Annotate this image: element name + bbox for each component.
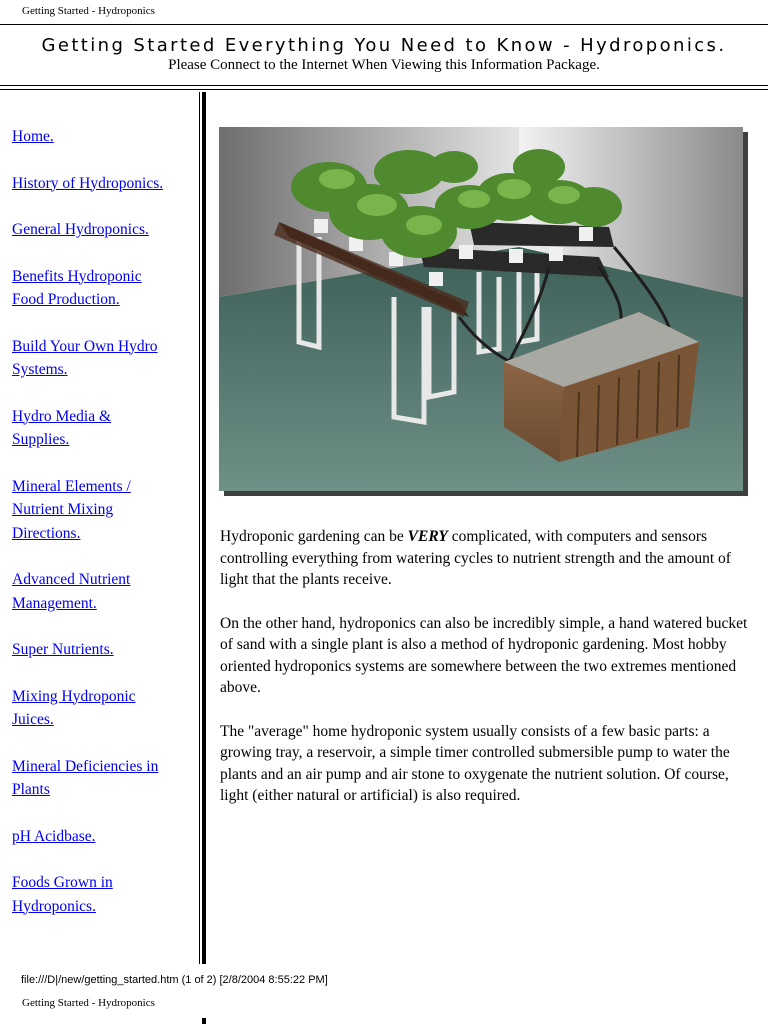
sidebar-link[interactable]: Build Your Own Hydro Systems. (12, 337, 158, 378)
main-content (220, 526, 755, 829)
header-divider (0, 89, 768, 90)
hydroponic-system-illustration (219, 127, 743, 491)
average-system-paragraph: The "average" home hydroponic system usually consists of a few basic parts: a growing tray, a reservoir, a simple timer controlled submersible pump to water the plants and an air pump and air stone to oxygenate the nutrient solution. Of course, light (either natural or artificial) is also required. (220, 722, 730, 804)
simple-systems-paragraph: On the other hand, hydroponics can also be incredibly simple, a hand watered bucket of sand with a single plant is also a method of hydroponic gardening. Most hobby oriented hydroponics systems are somewhere between the two extremes mentioned above. (220, 614, 748, 696)
page-subtitle: Please Connect to the Internet When Viewing this Information Package. (168, 57, 600, 73)
column-divider-next-page (202, 1018, 206, 1024)
intro-paragraph: Hydroponic gardening can be VERY complicated, with computers and sensors controlling everything from watering cycles to nutrient strength and the amount of light that the plants receive. (220, 528, 731, 588)
emphasis-very: VERY (407, 528, 448, 545)
sidebar-link[interactable]: Foods Grown in Hydroponics. (12, 874, 113, 915)
sidebar-link[interactable]: Home. (12, 128, 54, 145)
sidebar-link[interactable]: History of Hydroponics. (12, 174, 164, 192)
next-page-running-header: Getting Started - Hydroponics (22, 997, 155, 1009)
page-header (0, 24, 768, 86)
sidebar-link[interactable]: Hydro Media & Supplies. (12, 407, 112, 448)
footer-file-path: file:///D|/new/getting_started.htm (1 of 2) [2/8/2004 8:55:22 PM] (21, 974, 328, 986)
sidebar-link[interactable]: Mixing Hydroponic Juices. (12, 687, 136, 728)
sidebar-link[interactable]: Super Nutrients. (12, 641, 114, 658)
sidebar-link[interactable]: General Hydroponics. (12, 221, 149, 238)
sidebar-link[interactable]: pH Acidbase. (12, 827, 96, 845)
sidebar-link[interactable]: Mineral Deficiencies in Plants (12, 757, 159, 798)
sidebar-link[interactable]: Mineral Elements / Nutrient Mixing Directions. (12, 477, 131, 542)
running-header: Getting Started - Hydroponics (22, 5, 155, 17)
sidebar-nav (12, 125, 192, 941)
hydroponic-system-photo (219, 127, 743, 491)
sidebar-link[interactable]: Advanced Nutrient Management. (12, 571, 131, 612)
column-divider-thick (202, 92, 206, 964)
sidebar-link[interactable]: Benefits Hydroponic Food Production. (12, 267, 142, 308)
page-title: Getting Started Everything You Need to Know - Hydroponics. (41, 35, 727, 56)
column-divider-thin (199, 92, 200, 964)
